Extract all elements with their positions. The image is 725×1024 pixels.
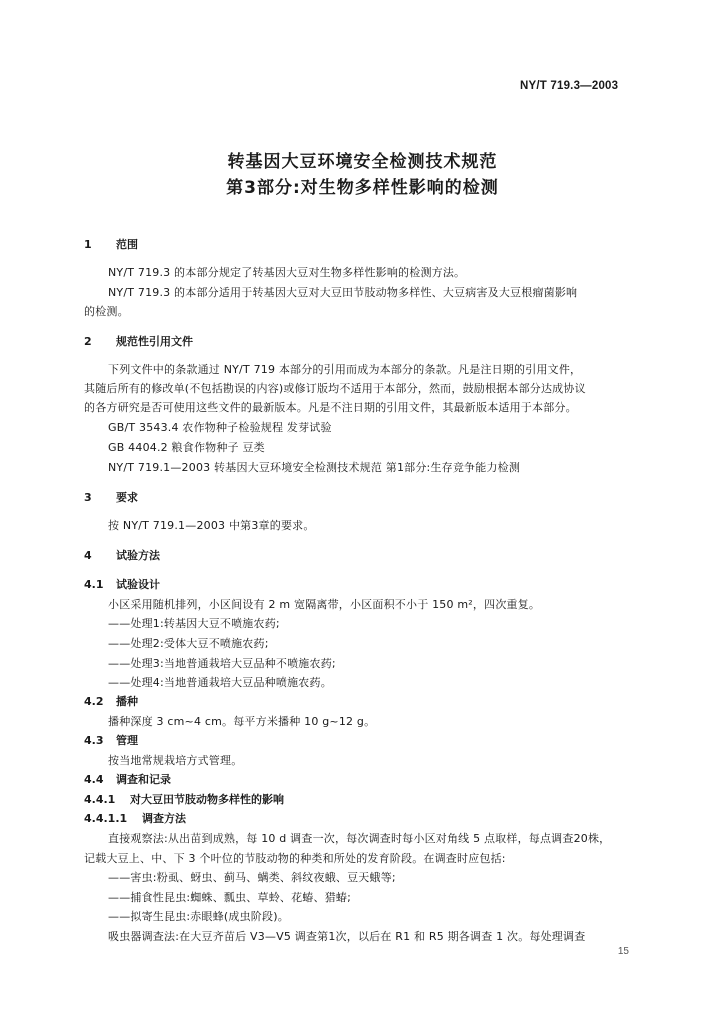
- paragraph: NY/T 719.3 的本部分规定了转基因大豆对生物多样性影响的检测方法。: [108, 266, 466, 279]
- section-title: 管理: [116, 734, 138, 747]
- section-number: 1: [84, 238, 92, 251]
- list-item: ——处理3:当地普通栽培大豆品种不喷施农药;: [108, 657, 336, 670]
- section-title: 播种: [116, 695, 138, 708]
- section-number: 4.4.1.1: [84, 812, 128, 825]
- section-2-heading: [84, 333, 193, 349]
- standard-number: NY/T 719.3—2003: [520, 80, 619, 92]
- section-title: 试验方法: [116, 549, 160, 562]
- section-number: 4.4.1: [84, 793, 116, 806]
- paragraph: NY/T 719.3 的本部分适用于转基因大豆对大豆田节肢动物多样性、大豆病害及大豆根瘤菌影响: [108, 286, 578, 299]
- section-4-2-heading: [84, 693, 138, 709]
- section-title: 试验设计: [116, 578, 160, 591]
- list-item: ——拟寄生昆虫:赤眼蜂(成虫阶段)。: [108, 910, 289, 923]
- section-4-3-heading: [84, 732, 138, 748]
- reference-item: NY/T 719.1—2003 转基因大豆环境安全检测技术规范 第1部分:生存竞争能力检测: [108, 461, 521, 474]
- paragraph: 按 NY/T 719.1—2003 中第3章的要求。: [108, 519, 315, 532]
- section-title: 规范性引用文件: [116, 335, 193, 348]
- section-4-4-1-1-heading: [84, 810, 186, 826]
- list-item: ——害虫:粉虱、蚜虫、蓟马、螨类、斜纹夜蛾、豆天蛾等;: [108, 871, 396, 884]
- section-number: 4.4: [84, 773, 104, 786]
- section-4-4-1-heading: [84, 791, 284, 807]
- section-number: 3: [84, 491, 92, 504]
- section-title: 调查和记录: [116, 773, 171, 786]
- section-number: 4.3: [84, 734, 104, 747]
- reference-item: GB/T 3543.4 农作物种子检验规程 发芽试验: [108, 421, 332, 434]
- paragraph-continuation: 的各方研究是否可使用这些文件的最新版本。凡是不注日期的引用文件，其最新版本适用于本部分。: [84, 401, 577, 414]
- section-3-heading: [84, 489, 138, 505]
- list-item: ——处理4:当地普通栽培大豆品种喷施农药。: [108, 676, 332, 689]
- section-number: 4.1: [84, 578, 104, 591]
- section-4-heading: [84, 547, 160, 563]
- list-item: ——处理2:受体大豆不喷施农药;: [108, 637, 269, 650]
- paragraph-continuation: 其随后所有的修改单(不包括勘误的内容)或修订版均不适用于本部分，然而，鼓励根据本部分达成协议: [84, 382, 586, 395]
- section-4-4-heading: [84, 771, 171, 787]
- reference-item: GB 4404.2 粮食作物种子 豆类: [108, 441, 265, 454]
- section-number: 4.2: [84, 695, 104, 708]
- page-number: 15: [617, 946, 629, 957]
- paragraph: 直接观察法:从出苗到成熟，每 10 d 调查一次，每次调查时每小区对角线 5 点取样，每点调查20株，: [108, 832, 611, 845]
- section-title: 要求: [116, 491, 138, 504]
- paragraph: 下列文件中的条款通过 NY/T 719 本部分的引用而成为本部分的条款。凡是注日期的引用文件，: [108, 363, 582, 376]
- paragraph: 小区采用随机排列，小区间设有 2 m 宽隔离带，小区面积不小于 150 m²，四次重复。: [108, 598, 541, 611]
- document-title-line2: 第3部分:对生物多样性影响的检测: [226, 178, 499, 198]
- paragraph-continuation: 记载大豆上、中、下 3 个叶位的节肢动物的种类和所处的发育阶段。在调查时应包括:: [84, 852, 506, 865]
- section-4-1-heading: [84, 576, 160, 592]
- list-item: ——捕食性昆虫:蜘蛛、瓢虫、草蛉、花蝽、猎蝽;: [108, 891, 352, 904]
- section-number: 2: [84, 335, 92, 348]
- paragraph: 播种深度 3 cm~4 cm。每平方米播种 10 g~12 g。: [108, 715, 376, 728]
- paragraph: 吸虫器调查法:在大豆齐苗后 V3—V5 调查第1次，以后在 R1 和 R5 期各调查 1 次。每处理调查: [108, 930, 586, 943]
- paragraph: 按当地常规栽培方式管理。: [108, 754, 243, 767]
- list-item: ——处理1:转基因大豆不喷施农药;: [108, 617, 280, 630]
- document-title-line1: 转基因大豆环境安全检测技术规范: [227, 152, 498, 172]
- section-number: 4: [84, 549, 92, 562]
- section-title: 对大豆田节肢动物多样性的影响: [130, 793, 284, 806]
- section-1-heading: [84, 236, 138, 252]
- section-title: 范围: [116, 238, 138, 251]
- paragraph-continuation: 的检测。: [84, 305, 129, 318]
- section-title: 调查方法: [142, 812, 186, 825]
